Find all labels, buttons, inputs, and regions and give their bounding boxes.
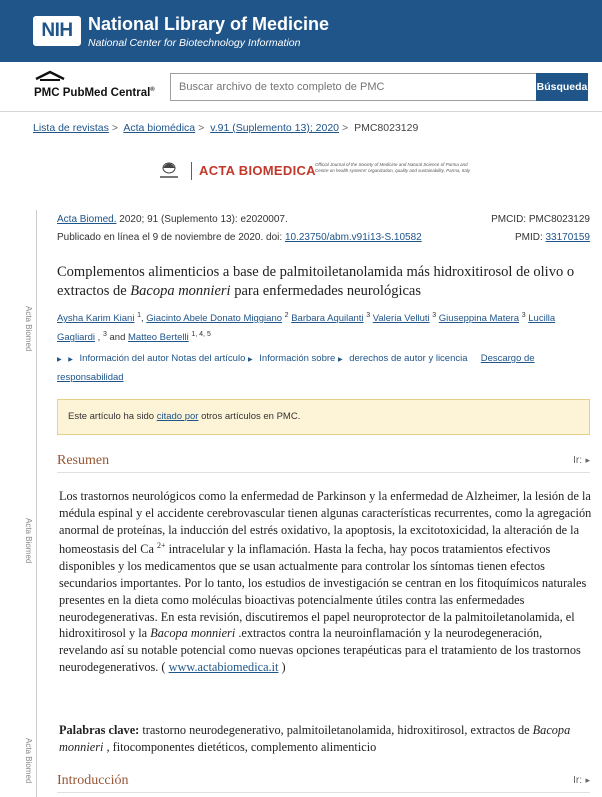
author-link[interactable]: Valeria Velluti xyxy=(372,313,430,325)
author-link[interactable]: Matteo Bertelli xyxy=(128,332,189,344)
published-line: Publicado en línea el 9 de noviembre de 2020. doi: 10.23750/abm.v91i13-S.10582 xyxy=(57,232,422,243)
journal-link[interactable]: Acta Biomed. xyxy=(57,214,117,225)
copyright-link[interactable]: derechos de autor y licencia xyxy=(349,353,468,364)
article-info-links xyxy=(57,350,593,386)
article-title: Complementos alimenticios a base de palmitoiletanolamida más hidroxitirosol de olivo o extractos de Bacopa monnieri para enfermedades neurológicas xyxy=(57,264,575,299)
triangle-icon: ▶ xyxy=(337,357,343,363)
keywords-label: Palabras clave: xyxy=(59,723,140,737)
journal-banner[interactable] xyxy=(155,160,475,184)
nih-header xyxy=(0,0,602,62)
rail-label: Acta Biomed xyxy=(24,738,33,784)
copyright-info-link[interactable]: Información sobre xyxy=(259,353,336,364)
cited-by-notice: Este artículo ha sido citado por otros artículos en PMC. xyxy=(57,399,590,435)
search-input[interactable] xyxy=(170,73,536,101)
pmcid: PMCID: PMC8023129 xyxy=(491,214,590,225)
author-link[interactable]: Lucilla Gagliardi xyxy=(57,313,556,344)
breadcrumb-volume[interactable]: v.91 (Suplemento 13); 2020 xyxy=(210,122,340,134)
author-link[interactable]: Giacinto Abele Donato Miggiano xyxy=(146,313,283,325)
doi-link[interactable]: 10.23750/abm.v91i13-S.10582 xyxy=(284,232,422,243)
journal-website-link[interactable]: www.actabiomedica.it xyxy=(168,660,279,675)
pmid-line: PMID: 33170159 xyxy=(514,232,590,243)
disclaimer-link[interactable]: Descargo de responsabilidad xyxy=(57,353,535,383)
abstract-heading xyxy=(57,451,590,473)
article-notes-link[interactable]: Notas del artículo xyxy=(171,353,246,364)
breadcrumb-journal-list[interactable]: Lista de revistas xyxy=(33,122,109,134)
go-to-icon[interactable]: ▸ xyxy=(585,775,590,785)
banner-divider xyxy=(191,162,192,180)
pmc-logo[interactable] xyxy=(34,70,154,104)
triangle-icon: ▶ xyxy=(248,357,253,363)
abstract-text: Los trastornos neurológicos como la enfermedad de Parkinson y la enfermedad de Alzheimer, la lesión de la médula espinal y el accidente cerebrovascular tienen algunas características recurrentes, como la agregación anormal de proteínas, la inducción del estrés oxidativo, la apoptosis, la excitotoxicidad, la alteración de la homeostasis del Ca $^{2+}$ intracelular y la inflamación. Hasta la fecha, hay pocos tratamientos efectivos disponibles y los medicamentos que se usan actualmente para controlar los síntomas tienen efectos secundarios importantes. Por lo tanto, los estudios de investigación se centran en los fitoquímicos naturales presentes en la dieta como moléculas bioactivas potencialmente útiles contra las enfermedades neurodegenerativas. En esta revisión, discutiremos el papel neuroprotector de la palmitoiletanolamida, el hidroxitirosol y la Bacopa monnieri .extractos contra la neuroinflamación y la neurodegeneración, revelando así su notable potencial como nuevas opciones terapéuticas para el tratamiento de los trastornos neurodegenerativos. ( www.actabiomedica.it ) xyxy=(59,489,592,675)
triangle-icon: ▶ xyxy=(68,357,73,363)
breadcrumb: Lista de revistas > Acta biomédica > v.91 (Suplemento 13); 2020 > PMC8023129 xyxy=(33,122,419,134)
ncbi-subtitle: National Center for Biotechnology Information xyxy=(88,37,301,49)
cited-by-link[interactable]: citado por xyxy=(156,411,199,422)
author-link[interactable]: Aysha Karim Kiani xyxy=(57,313,135,325)
keywords: Palabras clave: trastorno neurodegenerativo, palmitoiletanolamida, hidroxitirosol, extractos de Bacopa monnieri , fitocomponentes dietéticos, complemento alimenticio xyxy=(59,723,571,754)
intro-heading-text: Introducción xyxy=(57,773,129,788)
pmc-logo-text: PMC PubMed Central® xyxy=(34,87,155,99)
nlm-title[interactable]: National Library of Medicine xyxy=(88,14,330,34)
abstract-heading-text: Resumen xyxy=(57,453,110,468)
author-list: Aysha Karim Kiani $^1$, Giacinto Abele Donato Miggiano $^2$ Barbara Aquilanti $^3$ Valeria Velluti $^3$ Giuseppina Matera $^3$ Lucilla Gagliardi , $^3$ and Matteo Bertelli $^{1, 4, 5}$ xyxy=(57,312,556,344)
journal-emblem-icon xyxy=(155,160,183,182)
rail-label: Acta Biomed xyxy=(24,306,33,352)
left-rail xyxy=(36,210,44,797)
triangle-icon: ▶ xyxy=(57,357,62,363)
pmid-link[interactable]: 33170159 xyxy=(545,232,590,243)
nih-logo-text: NIH xyxy=(35,18,79,44)
go-to-menu[interactable]: Ir: xyxy=(573,775,582,786)
author-link[interactable]: Barbara Aquilanti xyxy=(291,313,364,325)
rail-label: Acta Biomed xyxy=(24,518,33,564)
go-to-menu[interactable]: Ir: xyxy=(573,455,582,466)
nih-logo[interactable] xyxy=(33,16,81,46)
go-to-icon[interactable]: ▸ xyxy=(585,455,590,465)
breadcrumb-journal[interactable]: Acta biomédica xyxy=(123,122,196,134)
author-link[interactable]: Giuseppina Matera xyxy=(438,313,520,325)
search-button[interactable]: Búsqueda xyxy=(536,73,588,101)
intro-heading xyxy=(57,771,590,793)
pmc-house-icon xyxy=(34,70,66,86)
citation-line: Acta Biomed. 2020; 91 (Suplemento 13): e2020007. xyxy=(57,214,288,225)
journal-blurb: Official Journal of the Society of Medicine and Natural Science of Parma and Centre on health systems' organization, quality and sustainability, Parma, Italy xyxy=(315,162,471,173)
pmc-search-bar xyxy=(0,62,602,112)
breadcrumb-current: PMC8023129 xyxy=(354,122,419,134)
journal-name: ACTA BIOMEDICA xyxy=(199,163,316,178)
author-info-link[interactable]: Información del autor xyxy=(79,353,169,364)
